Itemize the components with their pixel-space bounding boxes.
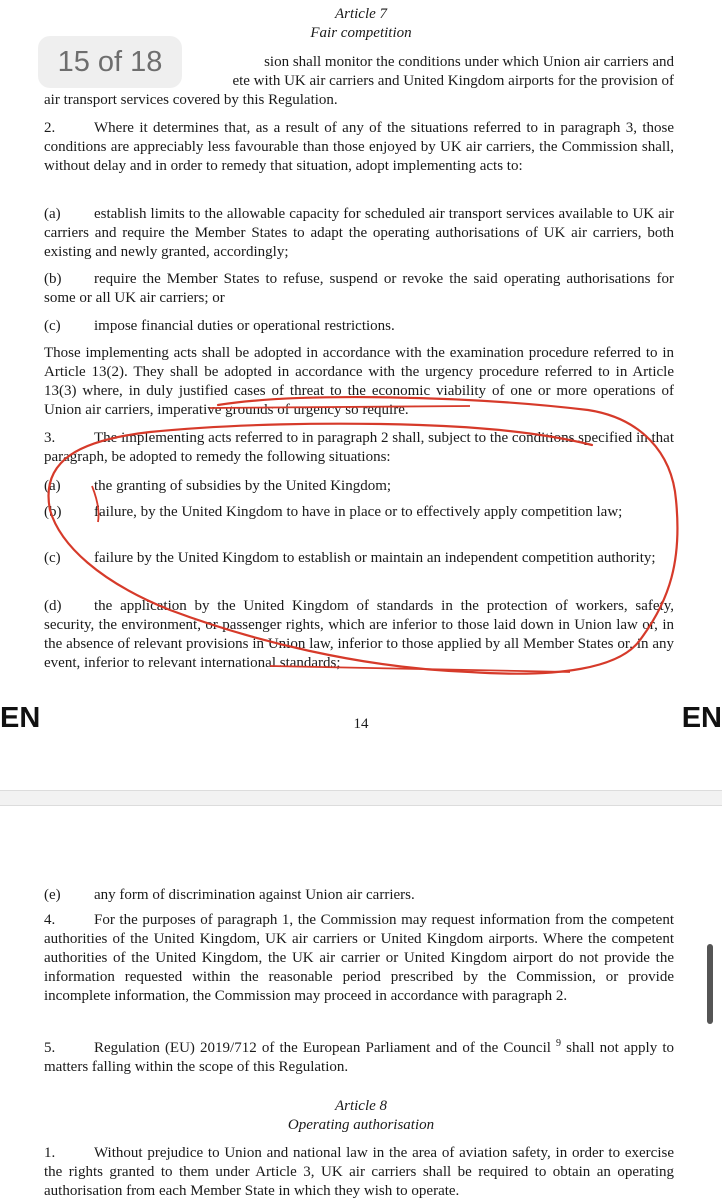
implementing-acts-text: Those implementing acts shall be adopted in accordance with the examination procedure referred to in Article 13(2). They shall be adopted in accordance with the urgency procedure referred to in Article 13(3) where, in duly justified cases of threat to the economic viability of one or more operations of Union air carriers, imperative grounds of urgency so require. (44, 345, 674, 418)
situation-d-text: the application by the United Kingdom of standards in the protection of workers, safety, security, the environment, or passenger rights, which are inferior to those laid down in Union law or, in the absence of relevant provisions in Union law, inferior to those applied by all Member States or, in any event, inferior to relevant international standards; (44, 598, 674, 671)
intro-line-3: air transport services covered by this Regulation. (44, 92, 338, 108)
article-8-subtitle: Operating authorisation (287, 1117, 435, 1133)
paragraph-4-number: 4. (44, 912, 56, 928)
paragraph-5-text-b: shall not apply to matters falling within the scope of this Regulation. (44, 1040, 674, 1075)
situation-b (44, 503, 674, 522)
paragraph-3-number: 3. (44, 430, 56, 446)
item-c-label: (c) (44, 318, 61, 334)
paragraph-2-number: 2. (44, 120, 56, 136)
item-c-text: impose financial duties or operational restrictions. (94, 318, 395, 334)
item-b (44, 270, 674, 308)
page-number: 14 (353, 716, 369, 732)
situation-e (44, 886, 674, 905)
paragraph-5 (44, 1034, 674, 1077)
paragraph-5-number: 5. (44, 1040, 56, 1056)
paragraph-5-text-a: Regulation (EU) 2019/712 of the European Parliament and of the Council (94, 1040, 551, 1056)
paragraph-3-text: The implementing acts referred to in paragraph 2 shall, subject to the conditions specified in that paragraph, be adopted to remedy the following situations: (44, 430, 674, 465)
vertical-scrollbar[interactable] (707, 944, 713, 1024)
situation-c (44, 549, 674, 568)
article-8-paragraph-1-number: 1. (44, 1145, 56, 1161)
footer-language-right: EN (681, 702, 722, 734)
item-a-text: establish limits to the allowable capacity for scheduled air transport services available to UK air carriers and require the Member States to adapt the operating authorisations of UK air carriers, both existing and newly granted, accordingly; (44, 206, 674, 260)
item-a (44, 205, 674, 262)
article-7-subtitle: Fair competition (310, 25, 412, 41)
implementing-acts-paragraph (44, 344, 674, 420)
situation-a-text: the granting of subsidies by the United Kingdom; (94, 478, 392, 494)
document-page-15 (0, 806, 722, 1200)
situation-d (44, 597, 674, 673)
situation-a (44, 477, 674, 496)
paragraph-2-text: Where it determines that, as a result of any of the situations referred to in paragraph 3, those conditions are appreciably less favourable than those enjoyed by UK air carriers, the Commission shall, without delay and in order to remedy that situation, adopt implementing acts to: (44, 120, 674, 174)
intro-line-1: sion shall monitor the conditions under which Union air carriers and (264, 54, 674, 70)
page-separator (0, 790, 722, 806)
footnote-marker[interactable]: 9 (556, 1038, 562, 1049)
item-a-label: (a) (44, 206, 61, 222)
paragraph-4 (44, 911, 674, 1006)
page-counter-badge: 15 of 18 (38, 36, 182, 88)
intro-line-2: ete with UK air carriers and United Kingdom airports for the provision of (232, 73, 674, 89)
situation-b-label: (b) (44, 504, 62, 520)
situation-c-text: failure by the United Kingdom to establish or maintain an independent competition authority; (94, 550, 656, 566)
article-8-paragraph-1-text: Without prejudice to Union and national law in the area of aviation safety, in order to exercise the rights granted to them under Article 3, UK air carriers shall be required to obtain an operating authorisation from each Member State in which they wish to operate. (44, 1145, 674, 1199)
situation-d-label: (d) (44, 598, 62, 614)
paragraph-2 (44, 119, 674, 176)
article-8-title: Article 8 (334, 1098, 388, 1114)
article-8-paragraph-1 (44, 1144, 674, 1201)
situation-c-label: (c) (44, 550, 61, 566)
situation-b-text: failure, by the United Kingdom to have in place or to effectively apply competition law; (94, 504, 623, 520)
paragraph-3 (44, 429, 674, 467)
situation-a-label: (a) (44, 478, 61, 494)
footer-language-left: EN (0, 702, 41, 734)
situation-e-text: any form of discrimination against Union air carriers. (94, 887, 415, 903)
paragraph-4-text: For the purposes of paragraph 1, the Commission may request information from the competent authorities of the United Kingdom, UK air carriers or United Kingdom airports. Where the competent authorities of the United Kingdom, the UK air carrier or United Kingdom airport do not provide the information requested within the reasonable period prescribed by the Commission, or provide incomplete information, the Commission may proceed in accordance with paragraph 2. (44, 912, 674, 1004)
item-c (44, 317, 674, 336)
situation-e-label: (e) (44, 887, 61, 903)
item-b-text: require the Member States to refuse, suspend or revoke the said operating authorisations for some or all UK air carriers; or (44, 271, 674, 306)
article-7-title: Article 7 (334, 6, 388, 22)
item-b-label: (b) (44, 271, 62, 287)
